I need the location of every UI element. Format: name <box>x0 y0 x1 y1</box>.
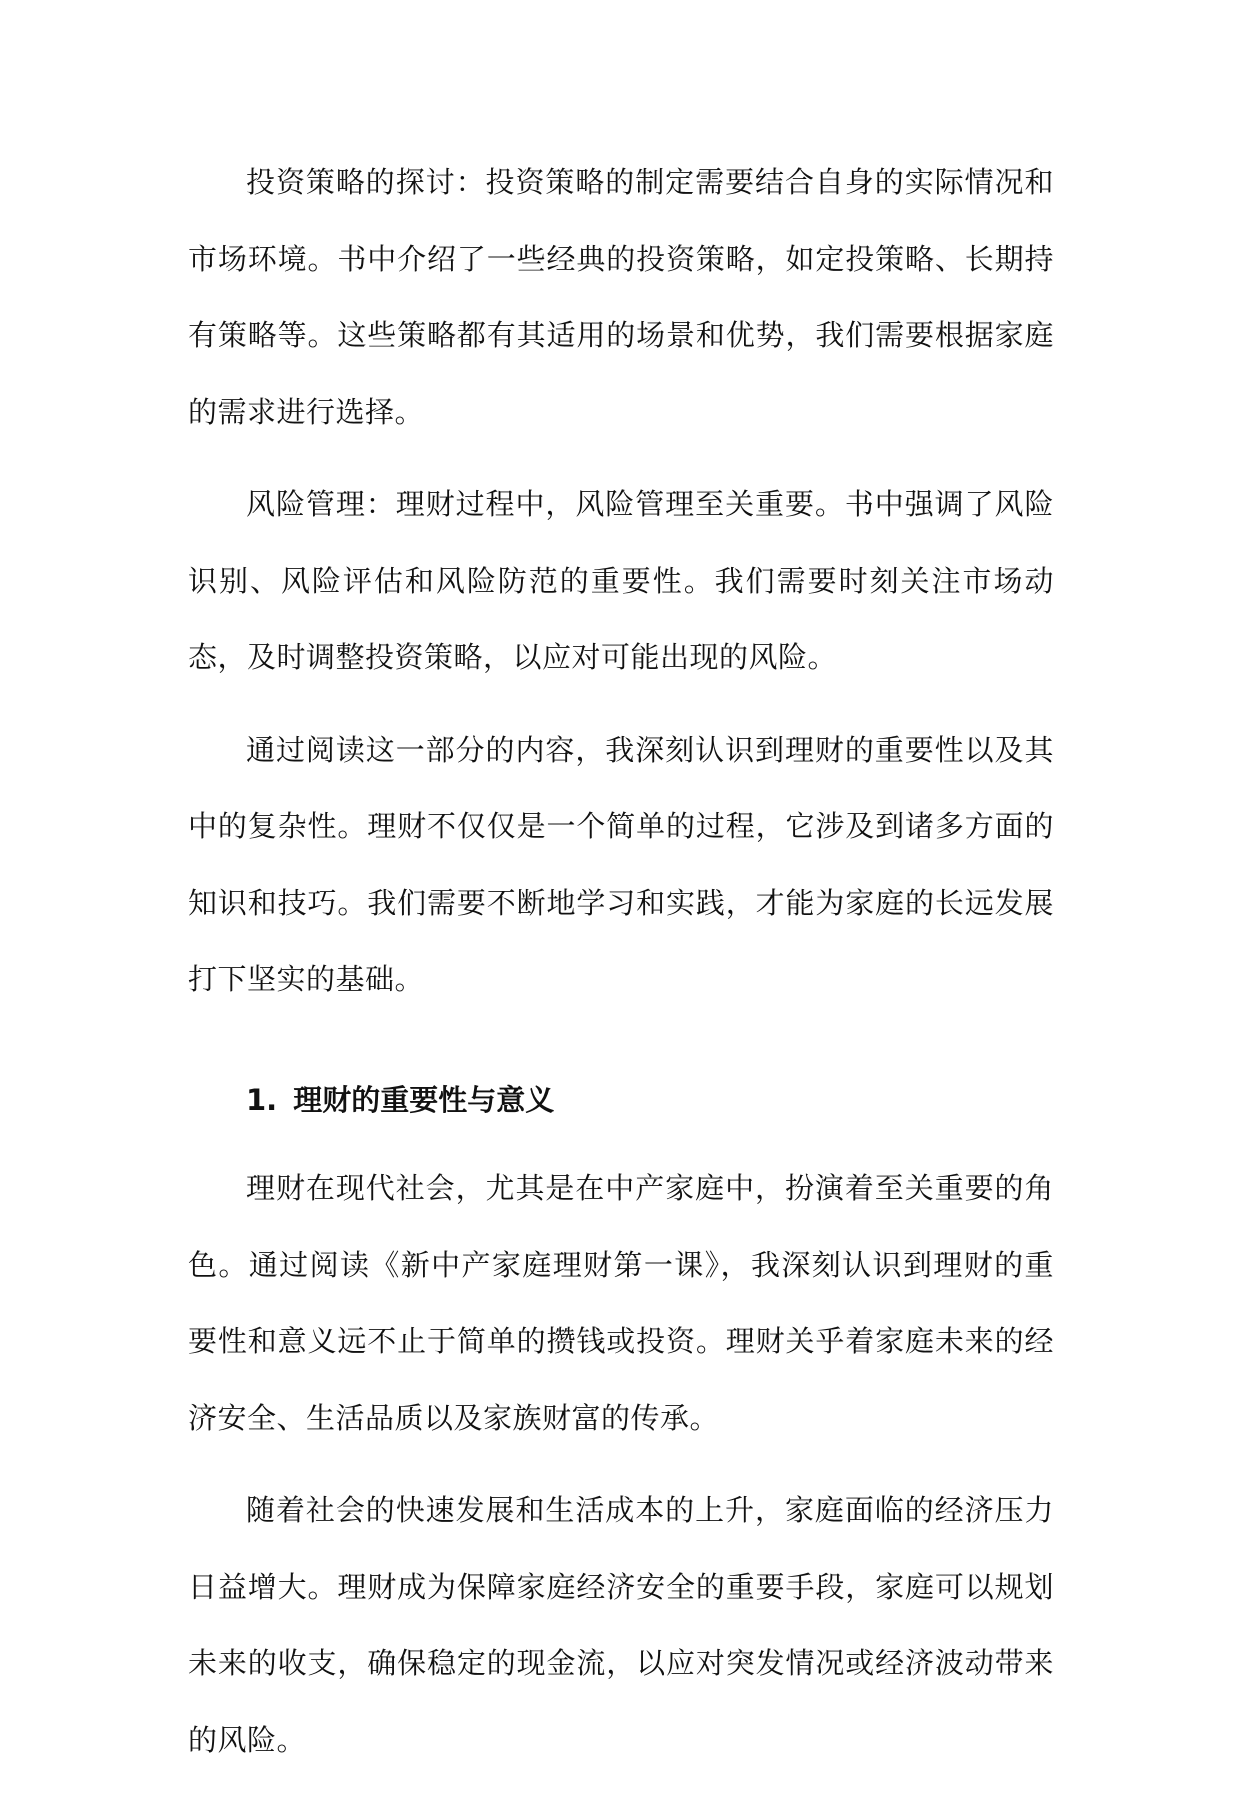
paragraph-investment-strategy: 投资策略的探讨：投资策略的制定需要结合自身的实际情况和市场环境。书中介绍了一些经典的投资策略，如定投策略、长期持有策略等。这些策略都有其适用的场景和优势，我们需要根据家庭的需求进行选择。 <box>188 165 1054 429</box>
paragraph-economic-pressure: 随着社会的快速发展和生活成本的上升，家庭面临的经济压力日益增大。理财成为保障家庭经济安全的重要手段，家庭可以规划未来的收支，确保稳定的现金流，以应对突发情况或经济波动带来的风险。 <box>188 1493 1054 1757</box>
paragraph-reading-summary: 通过阅读这一部分的内容，我深刻认识到理财的重要性以及其中的复杂性。理财不仅仅是一个简单的过程，它涉及到诸多方面的知识和技巧。我们需要不断地学习和实践，才能为家庭的长远发展打下坚实的基础。 <box>188 732 1054 996</box>
section-number: 1. <box>246 1082 278 1117</box>
document-page <box>188 144 1054 1794</box>
section-heading <box>188 1062 1054 1139</box>
paragraph-importance: 理财在现代社会，尤其是在中产家庭中，扮演着至关重要的角色。通过阅读《新中产家庭理财第一课》，我深刻认识到理财的重要性和意义远不止于简单的攒钱或投资。理财关乎着家庭未来的经济安全、生活品质以及家族财富的传承。 <box>188 1171 1054 1435</box>
paragraph-risk-management: 风险管理：理财过程中，风险管理至关重要。书中强调了风险识别、风险评估和风险防范的重要性。我们需要时刻关注市场动态，及时调整投资策略，以应对可能出现的风险。 <box>188 487 1054 674</box>
section-title: 理财的重要性与意义 <box>293 1082 555 1117</box>
